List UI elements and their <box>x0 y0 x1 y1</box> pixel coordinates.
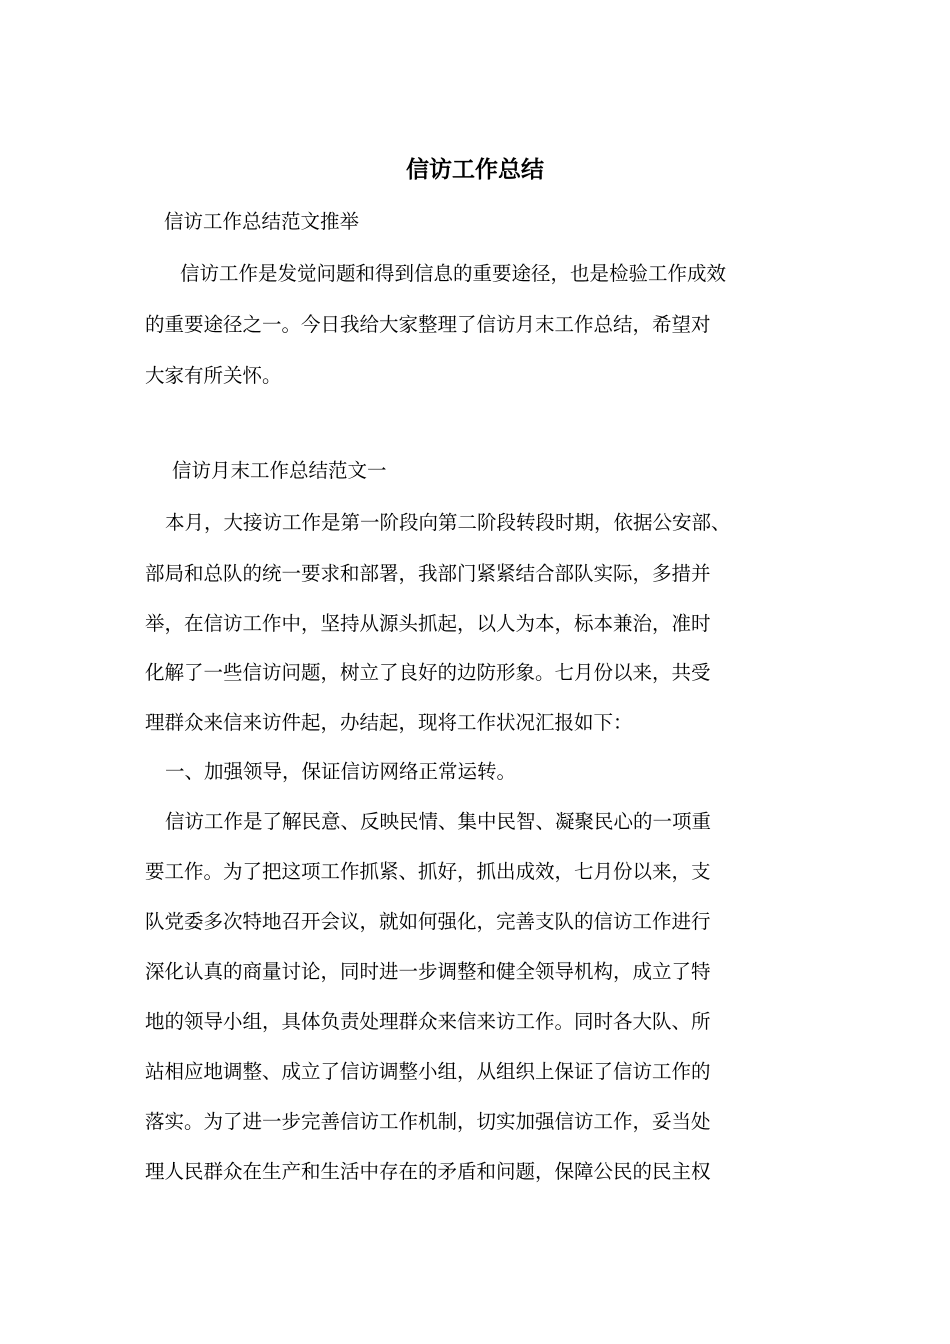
body-line: 地的领导小组，具体负责处理群众来信来访工作。同时各大队、所 <box>145 1010 711 1033</box>
body-line: 化解了一些信访问题，树立了良好的边防形象。七月份以来，共受 <box>145 661 711 684</box>
body-line: 信访工作是发觉问题和得到信息的重要途径，也是检验工作成效 <box>180 262 727 285</box>
body-line: 理群众来信来访件起，办结起，现将工作状况汇报如下： <box>145 711 633 734</box>
body-line: 本月，大接访工作是第一阶段向第二阶段转段时期，依据公安部、 <box>165 511 731 534</box>
body-line: 站相应地调整、成立了信访调整小组，从组织上保证了信访工作的 <box>145 1060 711 1083</box>
body-line: 深化认真的商量讨论，同时进一步调整和健全领导机构，成立了特 <box>145 960 711 983</box>
body-line: 部局和总队的统一要求和部署，我部门紧紧结合部队实际，多措并 <box>145 562 711 585</box>
body-line: 要工作。为了把这项工作抓紧、抓好，抓出成效，七月份以来，支 <box>145 860 711 883</box>
body-line: 大家有所关怀。 <box>145 364 282 387</box>
body-line: 举，在信访工作中，坚持从源头抓起，以人为本，标本兼治，准时 <box>145 612 711 635</box>
section-heading-recommend: 信访工作总结范文推举 <box>164 210 360 233</box>
section-heading-sample-one: 信访月末工作总结范文一 <box>172 459 387 482</box>
body-line: 队党委多次特地召开会议，就如何强化，完善支队的信访工作进行 <box>145 910 711 933</box>
body-line: 信访工作是了解民意、反映民情、集中民智、凝聚民心的一项重 <box>165 810 712 833</box>
subheading-strengthen-leadership: 一、加强领导，保证信访网络正常运转。 <box>165 760 517 783</box>
body-line: 落实。为了进一步完善信访工作机制，切实加强信访工作，妥当处 <box>145 1110 711 1133</box>
document-title: 信访工作总结 <box>406 156 544 183</box>
body-line: 的重要途径之一。今日我给大家整理了信访月末工作总结，希望对 <box>145 313 711 336</box>
body-line: 理人民群众在生产和生活中存在的矛盾和问题，保障公民的民主权 <box>145 1160 711 1183</box>
